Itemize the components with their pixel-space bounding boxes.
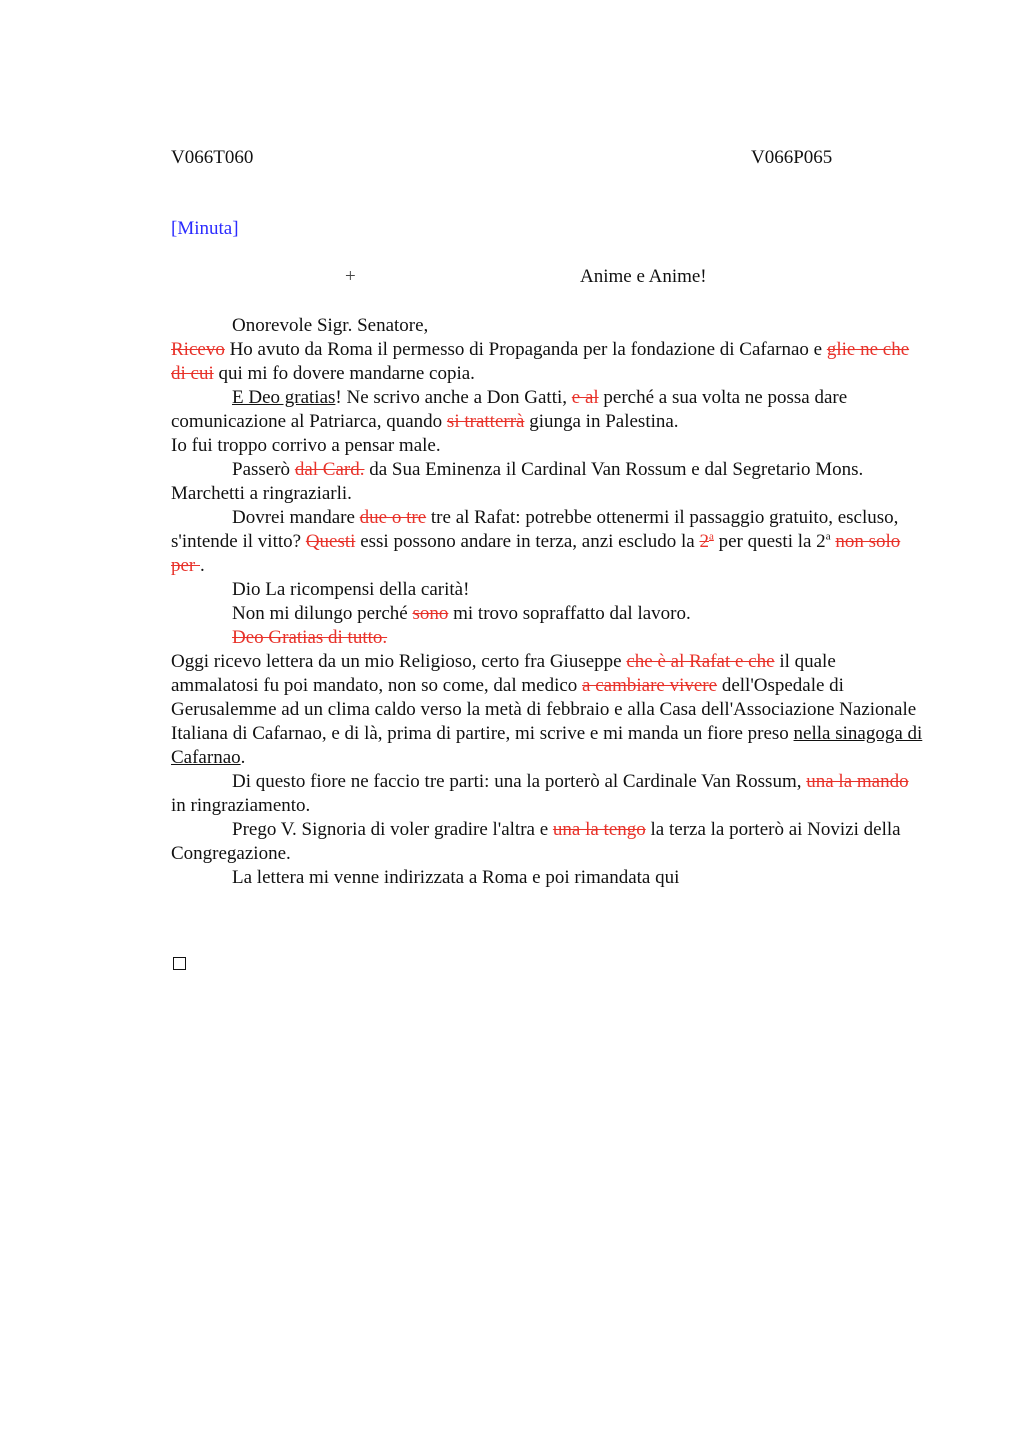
underlined-text: nella sinagoga di Cafarnao	[171, 723, 923, 768]
paragraph-5: Dovrei mandare due o tre tre al Rafat: potrebbe ottenermi il passaggio gratuito, escluso, s'intende il vitto? Questi essi possono andare in terza, anzi escludo la 2$^a$ per questi la 2$^a$ non solo per .	[171, 507, 901, 576]
paragraph-12: Congregazione.	[171, 843, 291, 864]
deleted-text: una la mando	[806, 771, 909, 792]
motto: Anime e Anime!	[580, 266, 707, 287]
paragraph-9: Oggi ricevo lettera da un mio Religioso, certo fra Giuseppe che è al Rafat e che il quale ammalatosi fu poi mandato, non so come, dal medico a cambiare vivere dell'Ospedale di Gerusalemme ad un clima caldo verso la metà di febbraio e alla Casa dell'Associazione Nazionale Italiana di Cafarnao, e di là, prima di partire, mi scrive e mi manda un fiore preso nella sinagoga di Cafarnao.	[171, 651, 923, 768]
deleted-text: una la tengo	[552, 819, 646, 840]
deleted-text: Ricevo	[171, 339, 225, 360]
deleted-text: 2$^a$	[699, 530, 714, 552]
paragraph-11: Prego V. Signoria di voler gradire l'altra e una la tengo la terza la porterò ai Novizi della	[232, 819, 901, 840]
underlined-text: E Deo gratias	[232, 387, 336, 408]
paragraph-2: E Deo gratias! Ne scrivo anche a Don Gatti, e al perché a sua volta ne possa dare comunicazione al Patriarca, quando si tratterrà giunga in Palestina.	[171, 387, 848, 432]
paragraph-4: Passerò dal Card. da Sua Eminenza il Cardinal Van Rossum e dal Segretario Mons. Marchetti a ringraziarli.	[171, 459, 864, 504]
paragraph-8	[171, 626, 923, 650]
deleted-text: glie ne che di cui	[171, 339, 910, 384]
deleted-text: dal Card.	[294, 459, 365, 480]
deleted-text: sono	[412, 603, 449, 624]
deleted-text: Questi	[305, 531, 356, 552]
deleted-text: e al	[571, 387, 599, 408]
document-code-left: V066T060	[171, 147, 254, 168]
deleted-text: non solo per	[171, 531, 901, 576]
deleted-text: a cambiare vivere	[582, 675, 718, 696]
deleted-text: che è al Rafat e che	[626, 651, 775, 672]
checkbox-icon[interactable]	[173, 957, 186, 970]
paragraph-13: La lettera mi venne indirizzata a Roma e poi rimandata qui	[232, 867, 680, 888]
cross-symbol: +	[345, 266, 356, 287]
paragraph-3: Io fui troppo corrivo a pensar male.	[171, 435, 441, 456]
paragraph-10: Di questo fiore ne faccio tre parti: una la porterò al Cardinale Van Rossum, una la mando in ringraziamento.	[171, 771, 909, 816]
salutation: Onorevole Sigr. Senatore,	[232, 315, 429, 336]
deleted-text: due o tre	[359, 507, 427, 528]
deleted-text: si tratterrà	[446, 411, 525, 432]
document-code-right: V066P065	[751, 147, 833, 168]
paragraph-6: Dio La ricompensi della carità!	[232, 579, 470, 600]
deleted-text: Deo Gratias di tutto.	[232, 627, 388, 648]
minuta-label: [Minuta]	[171, 218, 239, 239]
paragraph-7: Non mi dilungo perché sono mi trovo sopraffatto dal lavoro.	[232, 603, 691, 624]
letter-body	[171, 314, 923, 890]
paragraph-1: Ricevo Ho avuto da Roma il permesso di Propaganda per la fondazione di Cafarnao e glie ne che di cui qui mi fo dovere mandarne copia.	[171, 339, 910, 384]
